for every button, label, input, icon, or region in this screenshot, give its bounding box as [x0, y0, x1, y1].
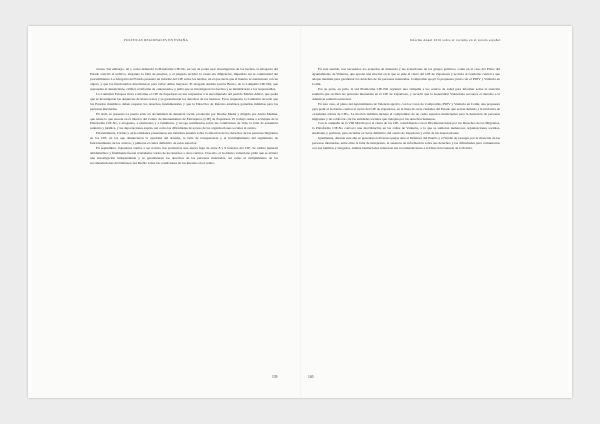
right-page-body [312, 67, 500, 367]
paragraph: ciones. Sin embargo, tal y como denunció la Plataforma CIE-No, en vez de poder usar investigación de los hechos, la Abogacía del Estado solicitó el archivo, alegando la falta de pruebas, y el juzgado archivó la causa sin diligencias, impedido así la continuidad del procedimiento. La Abogacía del Estado presentó un informe del CIE sobre los hechos, en el que decía que el interno se autolesionó con un objeto, y que los funcionarios intervinieron para evitar daños mayores. El abogado Andrés García Berrio, de la Campaña CIE-NO, que representa al denunciante, calificó el informe de «interesado» y pidió que se investigaran los hechos y se identificaran a los responsables. [90, 67, 278, 91]
left-running-head: POLÍTICAS REGIONALES EN ESPAÑA [124, 38, 189, 42]
paragraph: En septiembre, Zapadores vuelve a ser noticia tras producirse una nueva fuga de entre 8 y 9 internos del CIE. Se utilizó material antidisturbios y finalmente fueron trasladados varios de los internos a otros centros. Tras ello, el Gobierno valenciano pidió que se abriera una investigación independiente y se garantizaran los derechos de las personas internadas, así como el cumplimiento de las recomendaciones del Defensor del Pueblo sobre las condiciones de los internos en el centro. [90, 146, 278, 166]
paragraph: Igualmente, durante este año se presentaron diversas quejas ante el Defensor del Pueblo y el Síndic de Greuges por la situación de las personas internadas, entre ellas la falta de intérpretes, la ausencia de información sobre sus derechos y las dificultades para comunicarse con sus familias y abogados. Ambas instituciones reiteraron sus recomendaciones a la Dirección General de la Policía. [312, 136, 500, 151]
paragraph: Con la campaña de la VIII Marcha por el cierre de los CIE, coincidiendo con el Día Internacional por los Derechos de los Migrantes, la Plataforma CIE-No convocó una movilización en las calles de València, a la que se sumaron numerosas organizaciones sociales, sindicales y políticas, para reclamar el cierre definitivo del centro de Zapadores y el fin de las deportaciones. [312, 121, 500, 136]
paragraph: En este caso, el pleno del Ayuntamiento de Valencia aprobó, con los votos de Compromís, PSPV y València en Comú, una propuesta para pedir al Gobierno central el cierre del CIE de Zapadores, en la línea de otras ciudades del Estado que se han sumado a la iniciativa de «Ciudades Libres de CIE». La moción también incluye el compromiso de no ceder espacios municipales para la detención de personas migrantes y de colaborar con las entidades sociales que trabajan por los derechos humanos. [312, 101, 500, 121]
right-page-number: 140 [308, 375, 314, 379]
left-page [28, 26, 300, 398]
left-page-body [90, 67, 278, 367]
right-page [300, 26, 572, 398]
book-spread [28, 26, 572, 398]
paragraph: Paralelamente, Cáritas y otras entidades presentaron sus informes anuales sobre la situación de los derechos de las personas migrantes en los CIE, en los que denunciaron la opacidad del sistema, la falta de transparencia y el incumplimiento del reglamento de funcionamiento de los centros, y pidieron el cierre definitivo de estos espacios. [90, 131, 278, 146]
left-page-number: 139 [272, 375, 278, 379]
right-running-head: Informe Anual 2016 sobre el racismo en el estado español [410, 38, 501, 42]
paragraph: Por su parte, en julio, la red Plataforma CIE-NO organizó una campaña a los centros de salud para informar sobre la atención sanitaria que reciben las personas internadas en el CIE de Zapadores, y recordó que la Generalitat Valenciana reconoce el derecho a la asistencia sanitaria universal. [312, 86, 500, 101]
paragraph: La Comisión Europea llevó a informe el CIE de Zapadores en sus respuestas a la eurodiputada del partido Marina Albiol, que pedía que se investigaran las denuncias de malos tratos y se garantizaran los derechos de los internos. En la respuesta, la Comisión recordó que los Estados miembros deben respetar los derechos fundamentales y que la Directiva de Retorno establece garantías mínimas para las personas internadas. [90, 91, 278, 111]
paragraph: En abril, se presentó La puerta azul, un documental de denuncia social, producido por Drache Media y dirigido por Alicia Medina, que relata lo que sucede en el interior del Centro de Internamiento de Extranjeros (CIE) de Zapadores. El trabajo reúne a activistas de la Plataforma CIE-No, a abogados, a exinternos y a familiares, y recoge testimonios sobre las condiciones de vida, la falta de asistencia sanitaria y jurídica, y las deportaciones exprés, así como las dificultades de acceso de las organizaciones sociales al centro. [90, 111, 278, 131]
paragraph: En este sentido, son necesarios los acuerdos de denuncia y las actuaciones de los grupos políticos, como en el caso del Pleno del Ayuntamiento de València, que aprobó una moción en la que se pide el cierre del CIE de Zapadores y se insta al Gobierno central a que adopte medidas para garantizar los derechos de las personas internadas. Compromís apoyó la propuesta, junto con el PSPV y València en Comú. [312, 67, 500, 86]
